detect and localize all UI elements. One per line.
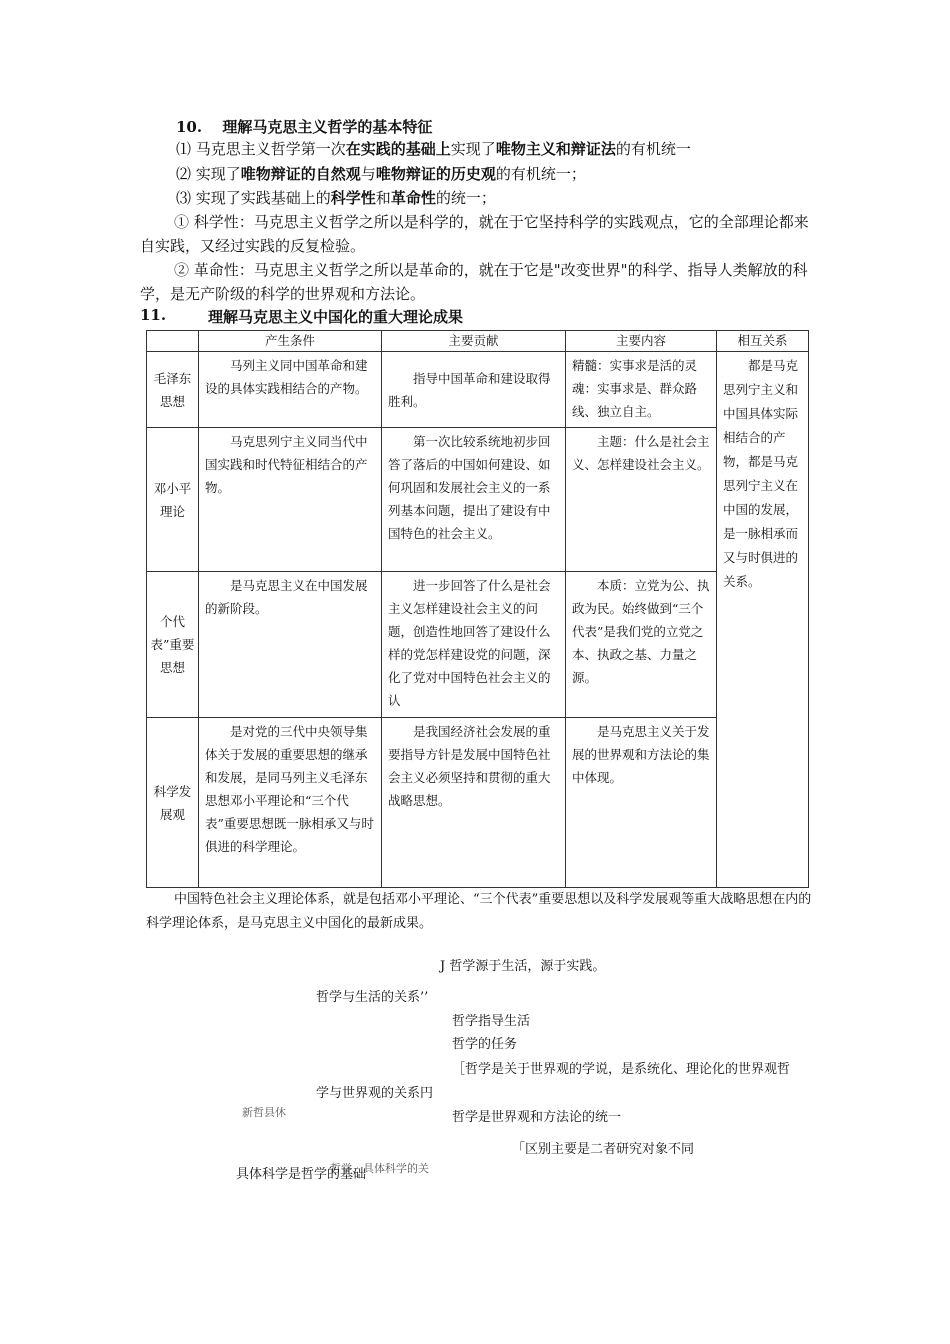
row-contribution: 是我国经济社会发展的重要指导方针是发展中国特色社会主义必须坚持和贯彻的重大战略思想。 bbox=[382, 718, 566, 888]
table-row bbox=[147, 572, 809, 718]
table-row bbox=[147, 352, 809, 428]
item3-text-c: 和 bbox=[375, 189, 391, 207]
item3-text-a: ⑶ 实现了实践基础上的 bbox=[176, 189, 331, 207]
row-content: 精髓：实事求是活的灵魂：实事求是、群众路线、独立自主。 bbox=[566, 352, 717, 428]
fragment-line: J 哲学源于生活，源于实践。 bbox=[440, 959, 606, 974]
row-contribution: 进一步回答了什么是社会主义怎样建设社会主义的问题，创造性地回答了建设什么样的党怎样建设党的问题，深化了党对中国特色社会主义的认 bbox=[382, 572, 566, 718]
section11-heading-num: 11. bbox=[140, 306, 167, 324]
relation-cell: 都是马克思列宁主义和中国具体实际相结合的产物，都是马克思列宁主义在中国的发展，是一脉相承而又与时俱进的关系。 bbox=[717, 352, 809, 888]
item2-text-a: ⑵ 实现了 bbox=[176, 165, 241, 183]
column-header: 产生条件 bbox=[199, 331, 382, 352]
section10-para-revolution: ② 革命性：马克思主义哲学之所以是革命的，就在于它是"改变世界"的科学、指导人类解放的科学，是无产阶级的科学的世界观和方法论。 bbox=[140, 261, 808, 303]
table-row bbox=[147, 428, 809, 572]
row-condition: 马列主义同中国革命和建设的具体实践相结合的产物。 bbox=[199, 352, 382, 428]
row-content: 是马克思主义关于发展的世界观和方法论的集中体现。 bbox=[566, 718, 717, 888]
section10-heading: 10. 理解马克思主义哲学的基本特征 bbox=[176, 118, 433, 136]
fragment-line: 哲学是世界观和方法论的统一 bbox=[452, 1110, 622, 1125]
row-condition: 是对党的三代中央领导集体关于发展的重要思想的继承和发展，是同马列主义毛泽东思想邓小平理论和“三个代表”重要思想既一脉相承又与时俱进的科学理论。 bbox=[199, 718, 382, 888]
column-header: 主要贡献 bbox=[382, 331, 566, 352]
row-condition: 马克思列宁主义同当代中国实践和时代特征相结合的产物。 bbox=[199, 428, 382, 572]
summary-paragraph: 中国特色社会主义理论体系，就是包括邓小平理论、“三个代表”重要思想以及科学发展观等重大战略思想在内的科学理论体系，是马克思主义中国化的最新成果。 bbox=[146, 892, 812, 931]
item2-bold-b: 唯物辩证的自然观 bbox=[240, 165, 361, 183]
row-condition: 是马克思主义在中国发展的新阶段。 bbox=[199, 572, 382, 718]
item3-bold-b: 科学性 bbox=[330, 189, 376, 207]
column-header: 主要内容 bbox=[566, 331, 717, 352]
theory-table bbox=[146, 330, 809, 888]
item3-bold-d: 革命性 bbox=[390, 189, 436, 207]
item3-text-e: 的统一； bbox=[435, 189, 496, 207]
item2-text-c: 与 bbox=[360, 165, 376, 183]
column-header: 相互关系 bbox=[717, 331, 809, 352]
row-content: 本质：立党为公、执政为民。始终做到“三个代表”是我们党的立党之本、执政之基、力量之源。 bbox=[566, 572, 717, 718]
item1-bold-b: 在实践的基础上 bbox=[345, 140, 451, 158]
fragment-line: 哲学的任务 bbox=[452, 1037, 518, 1052]
item1-bold-d: 唯物主义和辩证法 bbox=[495, 140, 616, 158]
fragment-line: 哲学指导生活 bbox=[452, 1014, 531, 1029]
section10-item-3 bbox=[176, 186, 496, 210]
section10-item-1 bbox=[176, 137, 691, 161]
item1-text-c: 实现了 bbox=[450, 140, 496, 158]
fragment-line: 「区别主要是二者研究对象不同 bbox=[512, 1142, 695, 1157]
fragment-line: ［哲学是关于世界观的学说，是系统化、理论化的世界观哲 bbox=[452, 1062, 791, 1077]
section11-heading: 理解马克思主义中国化的重大理论成果 bbox=[208, 308, 464, 326]
table-row bbox=[147, 718, 809, 888]
row-contribution: 第一次比较系统地初步回答了落后的中国如何建设、如何巩固和发展社会主义的一系列基本问题，提出了建设有中国特色的社会主义。 bbox=[382, 428, 566, 572]
section10-para-science: ① 科学性：马克思主义哲学之所以是科学的，就在于它坚持科学的实践观点，它的全部理论都来自实践，又经过实践的反复检验。 bbox=[140, 213, 809, 255]
fragment-line: 具体科学是哲学的基础 bbox=[236, 1167, 367, 1182]
fragment-line: 学与世界观的关系円 bbox=[316, 1086, 434, 1101]
row-name: 科学发展观 bbox=[147, 718, 199, 888]
fragment-line: 哲学与生活的关系’’ bbox=[316, 990, 429, 1005]
item2-bold-d: 唯物辩证的历史观 bbox=[375, 165, 496, 183]
item1-text-a: ⑴ 马克思主义哲学第一次 bbox=[176, 140, 346, 158]
item1-text-e: 的有机统一 bbox=[615, 140, 691, 158]
row-name: 个代表”重要思想 bbox=[147, 572, 199, 718]
row-name: 毛泽东思想 bbox=[147, 352, 199, 428]
row-content: 主题：什么是社会主义、怎样建设社会主义。 bbox=[566, 428, 717, 572]
fragment-line: 哲学、具体科学的关 bbox=[330, 1162, 429, 1175]
section10-item-2 bbox=[176, 162, 586, 186]
table-header-row bbox=[147, 331, 809, 352]
item2-text-e: 的有机统一； bbox=[495, 165, 586, 183]
fragment-line: 新哲县休 bbox=[242, 1106, 286, 1119]
row-contribution: 指导中国革命和建设取得胜利。 bbox=[382, 352, 566, 428]
column-header bbox=[147, 331, 199, 352]
row-name: 邓小平理论 bbox=[147, 428, 199, 572]
